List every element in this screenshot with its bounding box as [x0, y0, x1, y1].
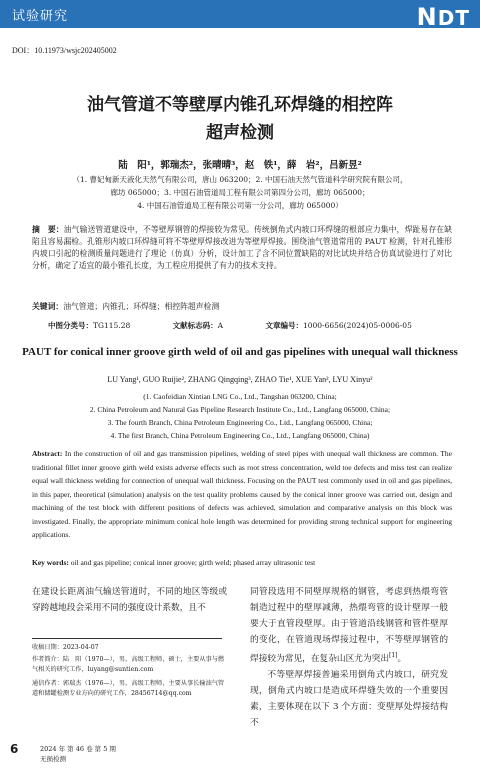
abstract-en	[32, 447, 452, 542]
footnote-author: 作者简介：陆 阳（1970—），男，高级工程师，硕士，主要从事与燃气相关的研究工作，luyang@suntien.com	[32, 656, 225, 673]
body-right-column: 同管段选用不同壁厚规格的钢管，考虑到热煨弯管制造过程中的壁厚减薄，热煨弯管的设计壁厚一般要大于直管段壁厚。由于管道沿线钢管和管件壁厚的变化，在管道现场焊接过程中，不等壁厚钢管的焊接较为常见，在复杂山区尤为突出[1]。 不等壁厚焊接普遍采用倒角式内坡口，研究发现，倒角式内坡口是造成环焊缝失效的一个重要因素，主要体现在以下 3 个方面：变壁厚处焊接结构不	[250, 584, 448, 731]
footnote-corresponding: 通信作者：郭瑞杰（1976—），男，高级工程师，主要从事长输油气管道和储罐检测专业方向的研究工作，28456714@qq.com	[32, 680, 225, 697]
section-label: 试验研究	[12, 9, 69, 24]
authors-cn: 陆 阳¹，郭瑞杰²，张晴晴³，赵 铁¹，薛 岩²，吕新昱²	[118, 160, 362, 171]
keywords-cn-text: 油气管道；内锥孔；环焊缝；相控阵超声检测	[63, 302, 220, 311]
affiliation-cn-1: （1. 曹妃甸新天液化天然气有限公司，唐山 063200；2. 中国石油天然气管道科学研究院有限公司，	[72, 175, 408, 184]
abstract-en-text: In the construction of oil and gas transmission pipelines, welding of steel pipes with unequal wall thickness are common. The traditional fillet inner groove girth weld exists adverse effects such as root stress concentration, weld toe defects and miss test can realize equal wall thickness welding for connection of unequal wall thickness. Focusing on the PAUT test commonly used in oil and gas pipelines, in this paper, theoretical (simulation) analysis on the test quality problems caused by the conical inner groove was carried out, design and machining of the test block with different positions of defects was achieved, simulation and comparative analysis on this block was investigated. Finally, the appropriate minimum conical hole length was determined for providing strong technical support for engineering applications.	[32, 449, 452, 539]
title-en: PAUT for conical inner groove girth weld of oil and gas pipelines with unequal wall thickness	[22, 346, 458, 358]
citation-ref: [1]	[389, 652, 398, 659]
doi: DOI：10.11973/wsjc202405002	[12, 46, 117, 55]
abstract-cn-text: 油气输送管道建设中，不等壁厚钢管的焊接较为常见。传统倒角式内坡口环焊缝的根部应力集中，焊趾易存在缺陷且容易漏检。孔锥形内坡口环焊缝可将不等壁厚焊接改进为等壁厚焊接。围绕油气管道常用的 PAUT 检测，针对孔锥形内坡口引起的检测质量问题进行了理论（仿真）分析，设计加工了含不同位置缺陷的对比试块并结合仿真试验进行了对比分析，确定了适宜的最小锥孔长度，为工程应用提供了有力的技术支持。	[32, 225, 453, 270]
title-cn-line-2: 超声检测	[206, 123, 274, 143]
article-id: 1000-6656(2024)05-0006-05	[302, 321, 412, 330]
title-cn-line-1: 油气管道不等壁厚内锥孔环焊缝的相控阵	[87, 95, 393, 115]
journal-logo: NDT	[416, 3, 470, 31]
affiliation-en-1: (1. Caofeidian Xintian LNG Co., Ltd., Tangshan 063200, China;	[143, 392, 337, 401]
abstract-cn-label: 摘 要：	[32, 225, 64, 234]
affiliation-en-3: 3. The fourth Branch, China Petroleum Engineering Co., Ltd., Langfang 065000, China;	[107, 418, 373, 427]
keywords-cn-label: 关键词：	[32, 302, 64, 311]
clc-number: TG115.28	[93, 321, 131, 330]
footnote-received: 收稿日期：2023-04-07	[32, 644, 99, 651]
abstract-en-label: Abstract:	[32, 449, 63, 458]
affiliation-cn-3: 4. 中国石油管道局工程有限公司第一分公司，廊坊 065000）	[137, 201, 343, 210]
classification-line: 中图分类号：TG115.28 文献标志码：A 文章编号：1000-6656(2024)05-0006-05	[48, 321, 412, 330]
authors-en: LU Yang¹, GUO Ruijie², ZHANG Qingqing³, ZHAO Tie¹, XUE Yan², LYU Xinyu²	[107, 375, 373, 384]
doc-code: A	[217, 321, 224, 330]
abstract-cn	[32, 224, 452, 272]
keywords-en	[32, 556, 452, 570]
body-right-paragraph-2: 不等壁厚焊接普遍采用倒角式内坡口，研究发现，倒角式内坡口是造成环焊缝失效的一个重要因素，主要体现在以下 3 个方面：变壁厚处焊接结构不	[250, 669, 448, 728]
keywords-en-text: oil and gas pipeline; conical inner groove; girth weld; phased array ultrasonic test	[70, 558, 316, 567]
affiliation-en-4: 4. The first Branch, China Petroleum Engineering Co., Ltd., Langfang 065000, China)	[110, 431, 370, 440]
section-header-bar	[0, 0, 480, 31]
affiliation-cn-2: 廊坊 065000；3. 中国石油管道局工程有限公司第四分公司，廊坊 065000；	[110, 188, 370, 197]
page-number: 6	[10, 742, 19, 756]
keywords-cn	[32, 301, 452, 313]
keywords-en-label: Key words:	[32, 558, 69, 567]
affiliation-en-2: 2. China Petroleum and Natural Gas Pipeline Research Institute Co., Ltd., Langfang 065000, China;	[89, 405, 391, 414]
body-left-column: 在建设长距离油气输送管道时，不同的地区等级或穿跨越地段会采用不同的强度设计系数，且不	[32, 587, 227, 613]
journal-name: 无损检测	[40, 755, 66, 763]
journal-info	[40, 744, 116, 764]
footnote-divider	[32, 638, 222, 639]
journal-issue: 2024 年 第 46 卷 第 5 期	[40, 745, 116, 753]
